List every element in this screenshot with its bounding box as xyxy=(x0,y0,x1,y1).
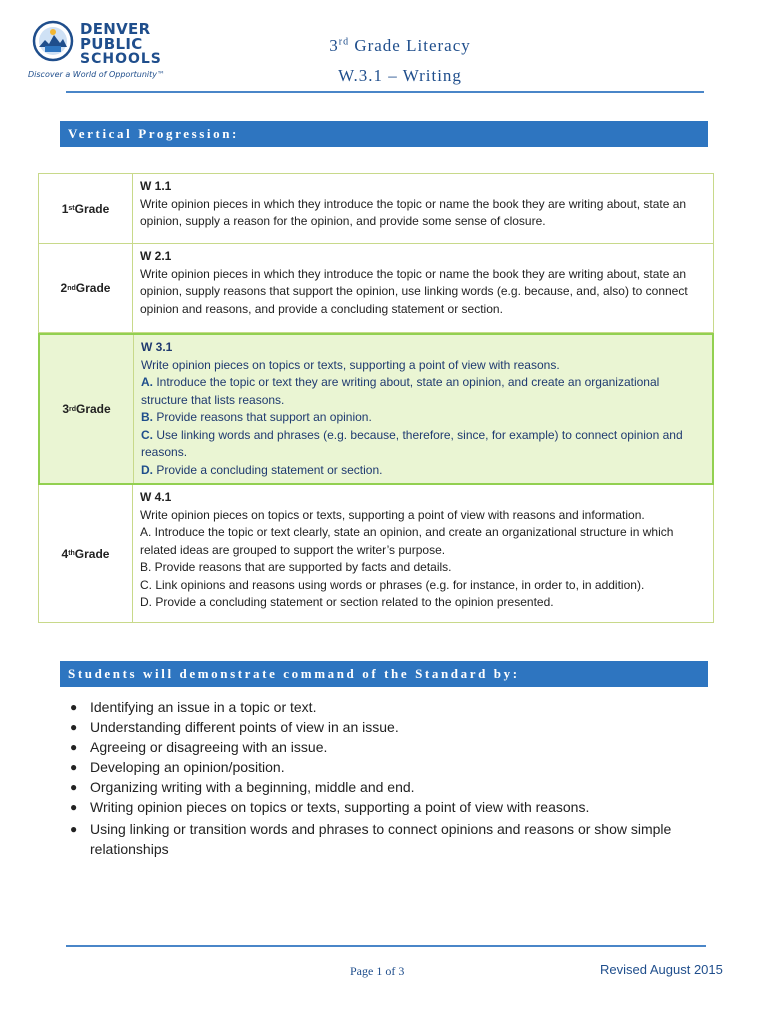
list-item: ● Understanding different points of view in an issue. xyxy=(70,719,399,735)
grade-label-cell: 1 st Grade xyxy=(39,174,133,243)
bullet-icon: ● xyxy=(70,740,78,754)
list-item: ● Identifying an issue in a topic or text. xyxy=(70,699,317,715)
standard-code: W 1.1 xyxy=(140,179,172,193)
list-item: ● Organizing writing with a beginning, middle and end. xyxy=(70,779,415,795)
list-item: ● Agreeing or disagreeing with an issue. xyxy=(70,739,328,755)
standard-item: C. Use linking words and phrases (e.g. because, therefore, since, for example) to connect opinion and reasons. xyxy=(141,427,683,459)
standard-cell xyxy=(134,335,712,483)
grade-label-cell: 2 nd Grade xyxy=(39,244,133,332)
standard-code: W 3.1 xyxy=(141,340,173,354)
dps-logo xyxy=(26,20,176,82)
bullet-icon: ● xyxy=(70,700,78,714)
standard-text: Write opinion pieces on topics or texts, supporting a point of view with reasons and information. xyxy=(140,507,645,522)
vertical-progression-table xyxy=(38,173,714,623)
standard-cell xyxy=(133,174,713,243)
standard-text: Write opinion pieces in which they introduce the topic or name the book they are writing about, state an opinion, supply a reason for the opinion, and provide some sense of closure. xyxy=(140,196,687,228)
list-item: ● Using linking or transition words and phrases to connect opinions and reasons or show simple relationships xyxy=(70,821,672,857)
standard-item: C. Link opinions and reasons using words or phrases (e.g. for instance, in order to, in addition). xyxy=(140,577,645,592)
list-item: ● Writing opinion pieces on topics or texts, supporting a point of view with reasons. xyxy=(70,799,590,815)
standard-cell xyxy=(133,485,713,622)
table-row-grade-4 xyxy=(38,485,714,623)
page-subtitle: W.3.1 – Writing xyxy=(338,66,462,85)
standard-code: W 2.1 xyxy=(140,249,172,263)
dps-wordmark: DENVER PUBLIC SCHOOLS xyxy=(80,20,162,67)
grade-label-cell: 3 rd Grade xyxy=(40,335,134,483)
standard-item: B. Provide reasons that support an opinion. xyxy=(141,410,372,424)
header-divider xyxy=(66,91,704,93)
standard-code: W 4.1 xyxy=(140,490,172,504)
logo-tagline: Discover a World of Opportunity™ xyxy=(28,70,165,79)
table-row-grade-2 xyxy=(38,244,714,333)
standard-item: B. Provide reasons that are supported by facts and details. xyxy=(140,560,452,574)
revision-date: Revised August 2015 xyxy=(600,962,723,977)
table-row-grade-1 xyxy=(38,173,714,244)
standard-item: D. Provide a concluding statement or section. xyxy=(141,462,383,477)
dps-emblem-icon xyxy=(32,20,74,62)
bullet-icon: ● xyxy=(70,780,78,794)
standard-cell xyxy=(133,244,713,332)
footer-divider xyxy=(66,945,706,947)
list-item: ● Developing an opinion/position. xyxy=(70,759,285,775)
page-title: 3rd Grade Literacy xyxy=(329,36,471,55)
bullet-icon: ● xyxy=(70,760,78,774)
standard-text: Write opinion pieces in which they introduce the topic or name the book they are writing about, state an opinion, supply reasons that support the opinion, use linking words (e.g. because, and, also) to connect opinion and reasons, and provide a concluding statement or section. xyxy=(140,266,688,316)
standard-item: A. Introduce the topic or text they are writing about, state an opinion, and create an organizational structure that lists reasons. xyxy=(141,375,660,407)
bullet-icon: ● xyxy=(70,822,78,836)
standard-item: D. Provide a concluding statement or section related to the opinion presented. xyxy=(140,595,554,609)
bullet-icon: ● xyxy=(70,720,78,734)
grade-label-cell: 4 th Grade xyxy=(39,485,133,622)
bullet-icon: ● xyxy=(70,800,78,814)
demonstration-bullet-list xyxy=(64,697,684,859)
section-heading-vertical-progression: Vertical Progression: xyxy=(60,121,708,147)
standard-text: Write opinion pieces on topics or texts, supporting a point of view with reasons. xyxy=(141,357,560,372)
page-number: Page 1 of 3 xyxy=(350,964,405,978)
standard-item: A. Introduce the topic or text clearly, state an opinion, and create an organizational structure in which related ideas are grouped to support the writer’s purpose. xyxy=(140,525,674,557)
table-row-grade-3 xyxy=(38,333,714,485)
section-heading-demonstrate-command: Students will demonstrate command of the Standard by: xyxy=(60,661,708,687)
